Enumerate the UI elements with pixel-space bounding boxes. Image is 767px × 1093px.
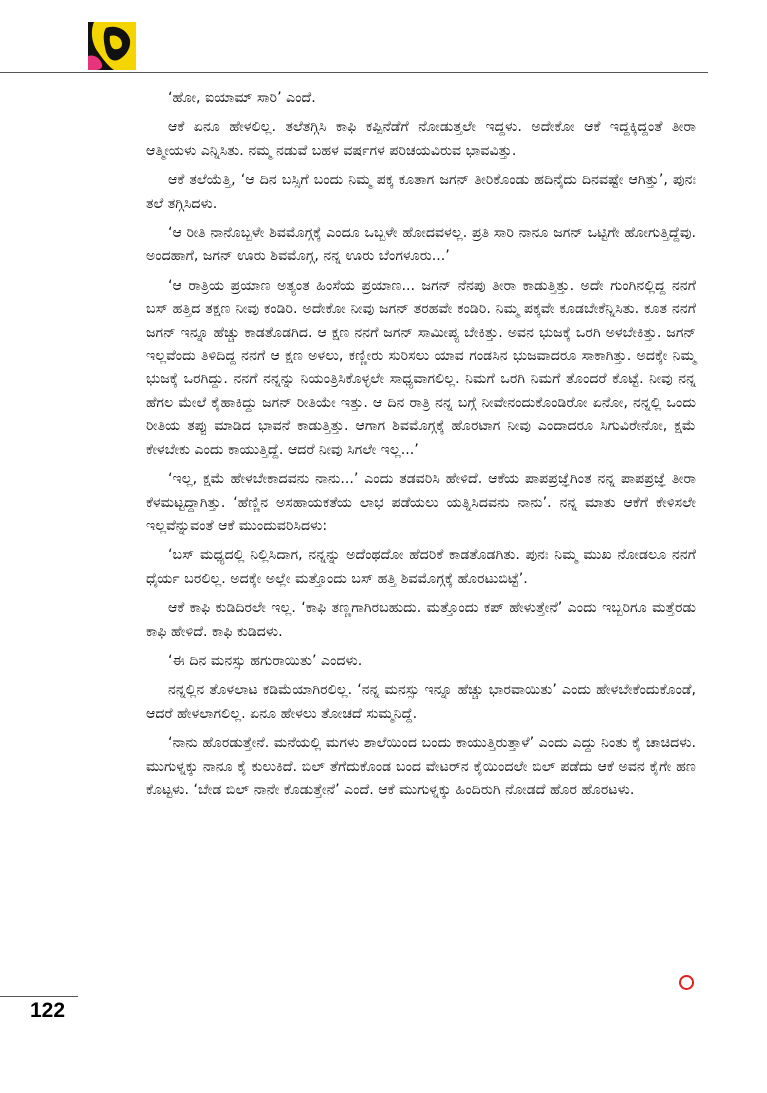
header-rule xyxy=(0,72,708,73)
article-body xyxy=(146,87,696,808)
paragraph: ಆಕೆ ಏನೂ ಹೇಳಲಿಲ್ಲ. ತಲೆತಗ್ಗಿಸಿ ಕಾಫಿ ಕಪ್ಪಿನೆಡೆಗೆ ನೋಡುತ್ತಲೇ ಇದ್ದಳು. ಅದೇಕೋ ಆಕೆ ಇದ್ದಕ್ಕಿದ್ದಂತೆ ತೀರಾ ಆತ್ಮೀಯಳು ಎನ್ನಿಸಿತು. ನಮ್ಮ ನಡುವೆ ಬಹಳ ವರ್ಷಗಳ ಪರಿಚಯವಿರುವ ಭಾವವಿತ್ತು. xyxy=(146,119,696,159)
circle-end-mark-icon xyxy=(679,975,694,990)
paragraph: ‘ಹೋ, ಐಯಾಮ್ ಸಾರಿ’ ಎಂದೆ. xyxy=(168,90,316,106)
paragraph: ನನ್ನಲ್ಲಿನ ತೊಳಲಾಟ ಕಡಿಮೆಯಾಗಿರಲಿಲ್ಲ. ‘ನನ್ನ ಮನಸ್ಸು ಇನ್ನೂ ಹೆಚ್ಚು ಭಾರವಾಯಿತು’ ಎಂದು ಹೇಳಬೇಕೆಂದುಕೊಂಡೆ, ಆದರೆ ಹೇಳಲಾಗಲಿಲ್ಲ. ಏನೂ ಹೇಳಲು ತೋಚದೆ ಸುಮ್ಮನಿದ್ದೆ. xyxy=(146,682,696,722)
paragraph: ‘ಬಸ್ ಮಧ್ಯದಲ್ಲಿ ನಿಲ್ಲಿಸಿದಾಗ, ನನ್ನನ್ನು ಅದೆಂಥದೋ ಹೆದರಿಕೆ ಕಾಡತೊಡಗಿತು. ಪುನಃ ನಿಮ್ಮ ಮುಖ ನೋಡಲೂ ನನಗೆ ಧೈರ್ಯ ಬರಲಿಲ್ಲ. ಅದಕ್ಕೇ ಅಲ್ಲೇ ಮತ್ತೊಂದು ಬಸ್ ಹತ್ತಿ ಶಿವಮೊಗ್ಗಕ್ಕೆ ಹೊರಟುಬಿಟ್ಟೆ’. xyxy=(146,547,696,587)
paragraph: ‘ಈ ದಿನ ಮನಸ್ಸು ಹಗುರಾಯಿತು’ ಎಂದಳು. xyxy=(168,652,363,669)
paragraph: ‘ಆ ರಾತ್ರಿಯ ಪ್ರಯಾಣ ಅತ್ಯಂತ ಹಿಂಸೆಯ ಪ್ರಯಾಣ... ಜಗನ್ ನೆನಪು ತೀರಾ ಕಾಡುತ್ತಿತ್ತು. ಅದೇ ಗುಂಗಿನಲ್ಲಿದ್ದ ನನಗೆ ಬಸ್ ಹತ್ತಿದ ತಕ್ಷಣ ನೀವು ಕಂಡಿರಿ. ಅದೇಕೋ ನೀವು ಜಗನ್ ತರಹವೇ ಕಂಡಿರಿ. ನಿಮ್ಮ ಪಕ್ಕವೇ ಕೂಡಬೇಕೆನ್ನಿಸಿತು. ಕೂತ ನನಗೆ ಜಗನ್ ಇನ್ನೂ ಹೆಚ್ಚು ಕಾಡತೊಡಗಿದ. ಆ ಕ್ಷಣ ನನಗೆ ಜಗನ್ ಸಾಮೀಪ್ಯ ಬೇಕಿತ್ತು. ಅವನ ಭುಜಕ್ಕೆ ಒರಗಿ ಅಳಬೇಕಿತ್ತು. ಜಗನ್ ಇಲ್ಲವೆಂದು ತಿಳಿದಿದ್ದ ನನಗೆ ಆ ಕ್ಷಣ ಅಳಲು, ಕಣ್ಣೀರು ಸುರಿಸಲು ಯಾವ ಗಂಡಸಿನ ಭುಜವಾದರೂ ಸಾಕಾಗಿತ್ತು. ಅದಕ್ಕೇ ನಿಮ್ಮ ಭುಜಕ್ಕೆ ಒರಗಿದ್ದು. ನನಗೆ ನನ್ನನ್ನು ನಿಯಂತ್ರಿಸಿಕೊಳ್ಳಲೇ ಸಾಧ್ಯವಾಗಲಿಲ್ಲ. ನಿಮಗೆ ಒರಗಿ ನಿಮಗೆ ತೊಂದರೆ ಕೊಟ್ಟೆ. ನೀವು ನನ್ನ ಹೆಗಲ ಮೇಲೆ ಕೈಹಾಕಿದ್ದು ಜಗನ್ ರೀತಿಯೇ ಇತ್ತು. ಆ ದಿನ ರಾತ್ರಿ ನನ್ನ ಬಗ್ಗೆ ನೀವೇನಂದುಕೊಂಡಿರೋ ಏನೋ, ನನ್ನಲ್ಲಿ ಒಂದು ರೀತಿಯ ತಪ್ಪು ಮಾಡಿದ ಭಾವನೆ ಕಾಡುತ್ತಿತ್ತು. ಆಗಾಗ ಶಿವಮೊಗ್ಗಕ್ಕೆ ಹೊರಟಾಗ ನೀವು ಎಂದಾದರೂ ಸಿಗುವಿರೇನೋ, ಕ್ಷಮೆ ಕೇಳಬೇಕು ಎಂದು ಕಾಯುತ್ತಿದ್ದೆ. ಆದರೆ ನೀವು ಸಿಗಲೇ ಇಲ್ಲ...’ xyxy=(146,277,696,458)
woman-profile-logo-icon xyxy=(88,22,136,70)
paragraph: ಆಕೆ ತಲೆಯೆತ್ತಿ, ‘ಆ ದಿನ ಬಸ್ಸಿಗೆ ಬಂದು ನಿಮ್ಮ ಪಕ್ಕ ಕೂತಾಗ ಜಗನ್ ತೀರಿಕೊಂಡು ಹದಿನೈದು ದಿನವಷ್ಟೇ ಆಗಿತ್ತು’, ಪುನಃ ತಲೆ ತಗ್ಗಿಸಿದಳು. xyxy=(146,172,696,212)
logo-graphic xyxy=(88,22,136,70)
page-number: 122 xyxy=(30,999,66,1022)
paragraph: ‘ಆ ರೀತಿ ನಾನೊಬ್ಬಳೇ ಶಿವಮೊಗ್ಗಕ್ಕೆ ಎಂದೂ ಒಬ್ಬಳೇ ಹೋದವಳಲ್ಲ. ಪ್ರತಿ ಸಾರಿ ನಾನೂ ಜಗನ್ ಒಟ್ಟಿಗೇ ಹೋಗುತ್ತಿದ್ದೆವು. ಅಂದಹಾಗೆ, ಜಗನ್ ಊರು ಶಿವಮೊಗ್ಗ, ನನ್ನ ಊರು ಬೆಂಗಳೂರು...’ xyxy=(146,225,696,265)
paragraph: ಆಕೆ ಕಾಫಿ ಕುಡಿದಿರಲೇ ಇಲ್ಲ. ‘ಕಾಫಿ ತಣ್ಣಗಾಗಿರಬಹುದು. ಮತ್ತೊಂದು ಕಪ್ ಹೇಳುತ್ತೇನೆ’ ಎಂದು ಇಬ್ಬರಿಗೂ ಮತ್ತೆರಡು ಕಾಫಿ ಹೇಳಿದೆ. ಕಾಫಿ ಕುಡಿದಳು. xyxy=(146,600,696,640)
paragraph: ‘ನಾನು ಹೊರಡುತ್ತೇನೆ. ಮನೆಯಲ್ಲಿ ಮಗಳು ಶಾಲೆಯಿಂದ ಬಂದು ಕಾಯುತ್ತಿರುತ್ತಾಳೆ’ ಎಂದು ಎದ್ದು ನಿಂತು ಕೈ ಚಾಚಿದಳು. ಮುಗುಳ್ನಕ್ಕು ನಾನೂ ಕೈ ಕುಲುಕಿದೆ. ಬಿಲ್ ತೆಗೆದುಕೊಂಡ ಬಂದ ವೇಟರ್‌ನ ಕೈಯಿಂದಲೇ ಬಿಲ್ ಪಡೆದು ಆಕೆ ಅವನ ಕೈಗೇ ಹಣ ಕೊಟ್ಟಳು. ‘ಬೇಡ ಬಿಲ್ ನಾನೇ ಕೊಡುತ್ತೇನೆ’ ಎಂದೆ. ಆಕೆ ಮುಗುಳ್ನಕ್ಕು ಹಿಂದಿರುಗಿ ನೋಡದೆ ಹೊರ ಹೊರಟಳು. xyxy=(146,735,696,798)
paragraph: ‘ಇಲ್ಲ, ಕ್ಷಮೆ ಹೇಳಬೇಕಾದವನು ನಾನು...’ ಎಂದು ತಡವರಿಸಿ ಹೇಳಿದೆ. ಆಕೆಯ ಪಾಪಪ್ರಜ್ಞೆಗಿಂತ ನನ್ನ ಪಾಪಪ್ರಜ್ಞೆ ತೀರಾ ಕೆಳಮಟ್ಟದ್ದಾಗಿತ್ತು. ‘ಹೆಣ್ಣಿನ ಅಸಹಾಯಕತೆಯ ಲಾಭ ಪಡೆಯಲು ಯತ್ನಿಸಿದವನು ನಾನು’. ನನ್ನ ಮಾತು ಆಕೆಗೆ ಕೇಳಿಸಲೇ ಇಲ್ಲವೆನ್ನುವಂತೆ ಆಕೆ ಮುಂದುವರಿಸಿದಳು: xyxy=(146,471,696,534)
